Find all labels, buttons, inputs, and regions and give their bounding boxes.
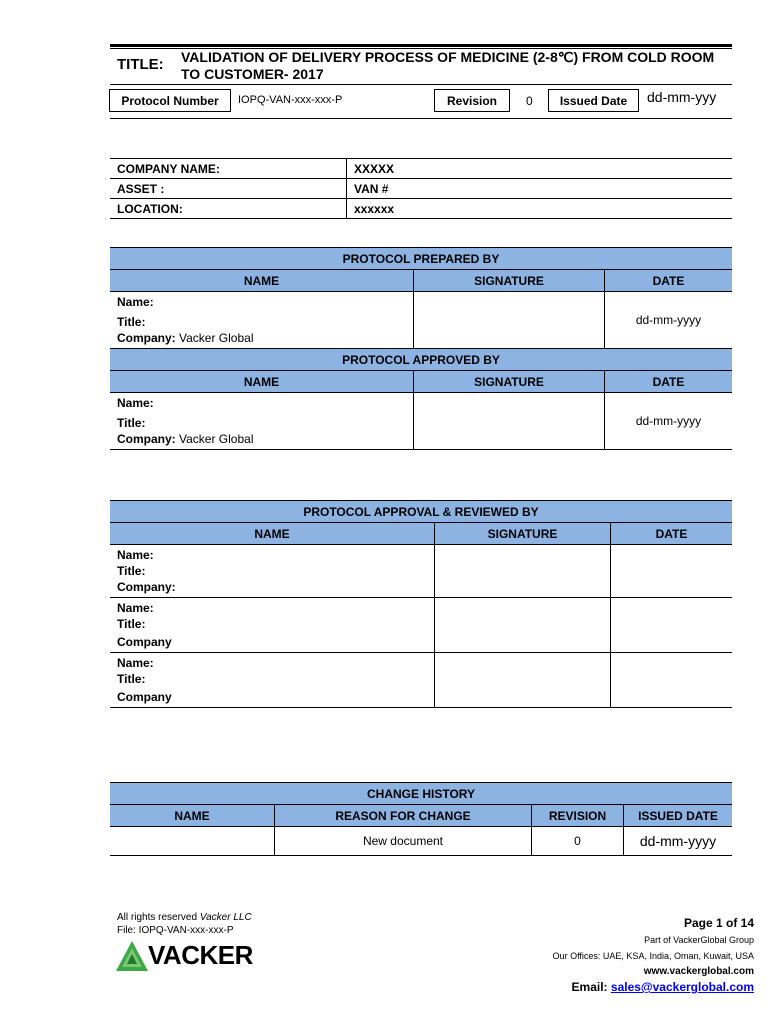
approved-date-value: dd-mm-yyyy: [605, 393, 733, 450]
footer-website[interactable]: www.vackerglobal.com: [643, 966, 754, 977]
vacker-logo-icon: [115, 940, 149, 972]
footer-email: [572, 980, 754, 994]
reviewed-col-date: DATE: [611, 523, 733, 545]
footer-group: Part of VackerGlobal Group: [644, 935, 754, 945]
reviewed-date-field: [611, 545, 733, 598]
approved-person-cell: [110, 393, 414, 450]
email-label: Email:: [571, 980, 608, 994]
approved-company-label: Company:: [117, 432, 176, 446]
history-issued-value: dd-mm-yyyy: [624, 827, 733, 856]
prepared-company-label: Company:: [117, 331, 176, 345]
approved-name-label: Name:: [117, 396, 154, 410]
company-name-label: COMPANY NAME:: [110, 159, 347, 179]
reviewed-signature-field: [435, 653, 611, 708]
reviewed-title-label: Title:: [117, 564, 146, 578]
change-history-table: [110, 782, 732, 856]
revision-label: Revision: [434, 89, 510, 112]
reviewed-signature-field: [435, 598, 611, 653]
history-row: [110, 827, 732, 856]
reviewed-person-cell: [110, 545, 435, 598]
prepared-col-name: NAME: [110, 270, 414, 292]
header-bottom-rule: [110, 118, 732, 119]
page-number: Page 1 of 14: [683, 916, 754, 930]
prepared-heading: PROTOCOL PREPARED BY: [110, 248, 732, 270]
issued-date-value: dd-mm-yyy: [647, 89, 717, 105]
history-col-revision: REVISION: [532, 805, 624, 827]
prepared-date-value: dd-mm-yyyy: [605, 292, 733, 349]
prepared-col-date: DATE: [605, 270, 733, 292]
protocol-number-label: Protocol Number: [109, 89, 231, 112]
company-info-table: [110, 158, 732, 219]
reviewed-name-label: Name:: [117, 601, 154, 615]
reviewed-name-label: Name:: [117, 656, 154, 670]
header-divider: [110, 84, 732, 85]
approved-col-name: NAME: [110, 371, 414, 393]
reviewed-company-label: Company:: [117, 580, 176, 594]
reviewed-signature-field: [435, 545, 611, 598]
info-row: [110, 159, 732, 179]
vacker-logo-text: VACKER: [148, 940, 253, 970]
reviewed-company-label: Company: [117, 635, 172, 649]
footer-file: File: IOPQ-VAN-xxx-xxx-P: [117, 925, 234, 936]
footer-rights: [117, 912, 252, 923]
location-label: LOCATION:: [110, 199, 347, 219]
approved-heading: PROTOCOL APPROVED BY: [110, 349, 732, 371]
company-name-value: XXXXX: [347, 159, 733, 179]
history-col-name: NAME: [110, 805, 275, 827]
title-label: TITLE:: [117, 56, 164, 73]
reviewed-row: [110, 598, 732, 653]
reviewed-person-cell: [110, 653, 435, 708]
prepared-person-cell: [110, 292, 414, 349]
footer-rights-text: All rights reserved: [117, 912, 198, 923]
revision-value: 0: [526, 94, 533, 108]
info-row: [110, 199, 732, 219]
footer-rights-company: Vacker LLC: [199, 912, 252, 923]
reviewed-title-label: Title:: [117, 672, 146, 686]
reviewed-row: [110, 545, 732, 598]
reviewed-date-field: [611, 598, 733, 653]
header-rule: [110, 44, 732, 47]
history-heading: CHANGE HISTORY: [110, 783, 732, 805]
reviewed-heading: PROTOCOL APPROVAL & REVIEWED BY: [110, 501, 732, 523]
approved-signature-field: [414, 393, 605, 450]
email-link[interactable]: sales@vackerglobal.com: [610, 980, 754, 994]
reviewed-name-label: Name:: [117, 548, 154, 562]
history-revision-value: 0: [532, 827, 624, 856]
reviewed-col-name: NAME: [110, 523, 435, 545]
approved-row: [110, 393, 732, 450]
reviewed-row: [110, 653, 732, 708]
history-name-value: [110, 827, 275, 856]
reviewed-col-signature: SIGNATURE: [435, 523, 611, 545]
history-col-reason: REASON FOR CHANGE: [275, 805, 532, 827]
prepared-row: [110, 292, 732, 349]
issued-date-label: Issued Date: [548, 89, 639, 112]
prepared-title-label: Title:: [117, 315, 146, 329]
reviewed-date-field: [611, 653, 733, 708]
prepared-company-value: Vacker Global: [179, 331, 254, 345]
asset-label: ASSET :: [110, 179, 347, 199]
asset-value: VAN #: [347, 179, 733, 199]
approved-title-label: Title:: [117, 416, 146, 430]
prepared-signature-field: [414, 292, 605, 349]
prepared-name-label: Name:: [117, 295, 154, 309]
reviewed-company-label: Company: [117, 690, 172, 704]
info-row: [110, 179, 732, 199]
prepared-col-signature: SIGNATURE: [414, 270, 605, 292]
document-title: VALIDATION OF DELIVERY PROCESS OF MEDICINE (2-8℃) FROM COLD ROOM TO CUSTOMER- 2017: [181, 49, 715, 82]
history-reason-value: New document: [275, 827, 532, 856]
reviewed-title-label: Title:: [117, 617, 146, 631]
reviewed-person-cell: [110, 598, 435, 653]
prepared-approved-table: [110, 247, 732, 450]
approved-company-value: Vacker Global: [179, 432, 254, 446]
location-value: xxxxxx: [347, 199, 733, 219]
approved-col-date: DATE: [605, 371, 733, 393]
history-col-issued: ISSUED DATE: [624, 805, 733, 827]
reviewed-table: [110, 500, 732, 708]
protocol-number-value: IOPQ-VAN-xxx-xxx-P: [238, 94, 343, 106]
footer-offices: Our Offices: UAE, KSA, India, Oman, Kuwait, USA: [552, 951, 754, 961]
approved-col-signature: SIGNATURE: [414, 371, 605, 393]
